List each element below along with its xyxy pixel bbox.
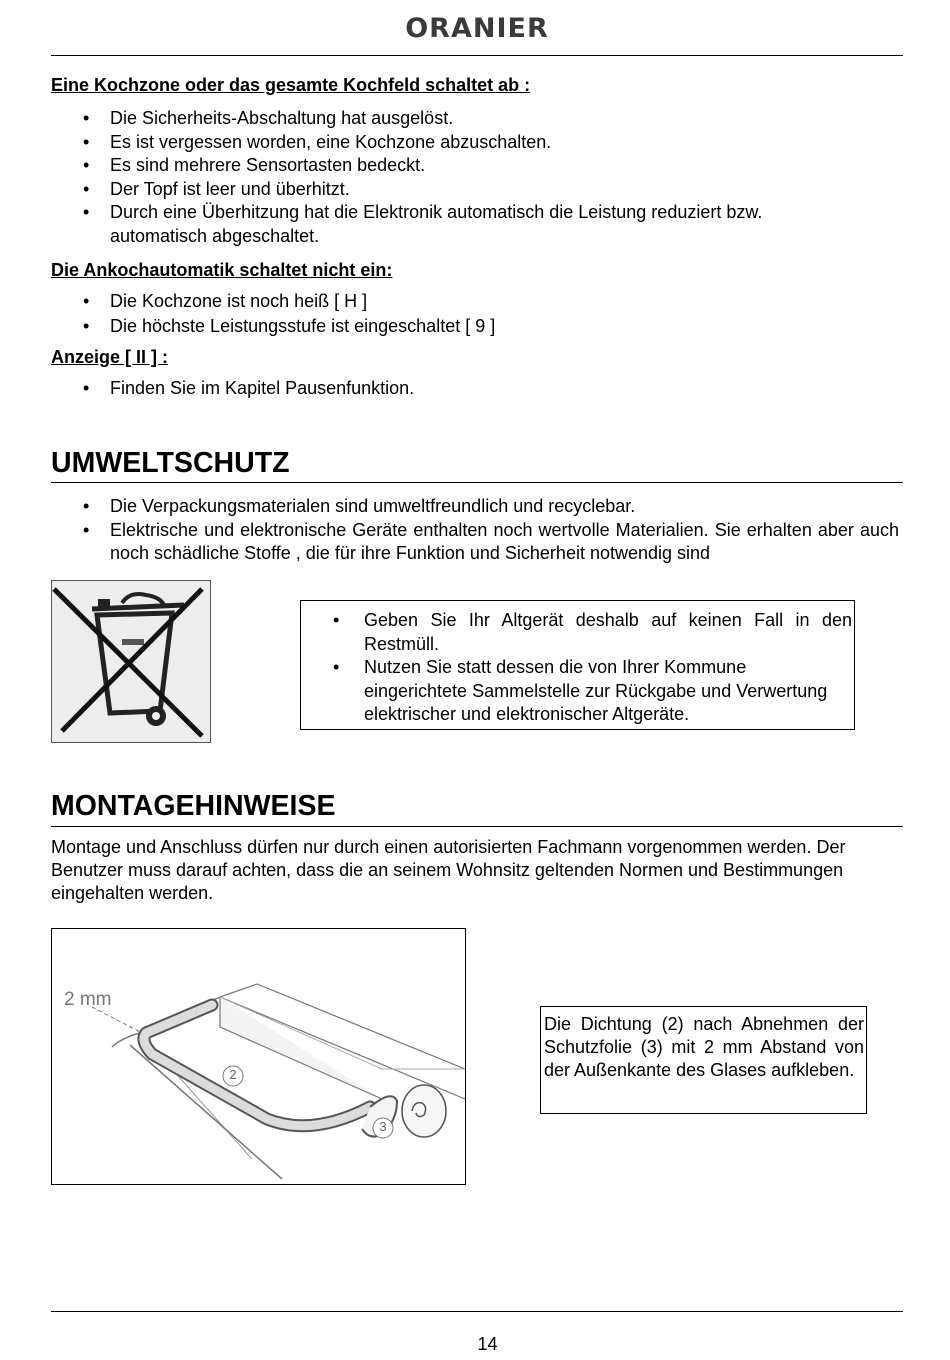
- list-item: • Es sind mehrere Sensortasten bedeckt.: [51, 154, 903, 178]
- environment-list: [51, 495, 899, 566]
- heading-rule: [51, 826, 903, 827]
- seal-label: 2: [229, 1067, 237, 1082]
- header-rule: [51, 55, 903, 56]
- list-item: • Der Topf ist leer und überhitzt.: [51, 178, 903, 202]
- montage-paragraph: Montage und Anschluss dürfen nur durch einen autorisierten Fachmann vorgenommen werden. Der Benutzer muss darauf achten, dass die an seinem Wohnsitz geltenden Normen und Bestimmungen eingehalten werden.: [51, 837, 846, 903]
- heading-montage: MONTAGEHINWEISE: [51, 790, 336, 822]
- heading-rule: [51, 482, 903, 483]
- section-title-shutdown: Eine Kochzone oder das gesamte Kochfeld schaltet ab :: [51, 75, 531, 95]
- list-item: • Nutzen Sie statt dessen die von Ihrer Kommune eingerichtete Sammelstelle zur Rückgabe und Verwertung elektrischer und elektronischer Altgeräte.: [301, 656, 854, 727]
- seal-installation-figure: [51, 928, 466, 1185]
- brand-logo: ORANIER: [405, 13, 549, 44]
- heading-umweltschutz: UMWELTSCHUTZ: [51, 447, 290, 479]
- list-item: • Es ist vergessen worden, eine Kochzone abzuschalten.: [51, 131, 903, 155]
- list-item: • Die Verpackungsmaterialen sind umweltfreundlich und recyclebar.: [51, 495, 899, 519]
- disposal-note-box: [300, 600, 855, 730]
- list-item: • Finden Sie im Kapitel Pausenfunktion.: [51, 377, 903, 401]
- footer-rule: [51, 1311, 903, 1312]
- seal-note-box: Die Dichtung (2) nach Abnehmen der Schutzfolie (3) mit 2 mm Abstand von der Außenkante des Glases aufkleben.: [540, 1006, 867, 1114]
- foil-label: 3: [379, 1119, 387, 1134]
- section-title-display: Anzeige [ II ] :: [51, 347, 168, 367]
- list-item: • Die höchste Leistungsstufe ist eingeschaltet [ 9 ]: [51, 314, 903, 339]
- page-number: 14: [477, 1334, 498, 1354]
- display-list: [51, 377, 903, 401]
- list-item: • Die Sicherheits-Abschaltung hat ausgelöst.: [51, 107, 903, 131]
- list-item: • Elektrische und elektronische Geräte enthalten noch wertvolle Materialien. Sie erhalten aber auch noch schädliche Stoffe , die für ihre Funktion und Sicherheit notwendig sind: [51, 519, 899, 566]
- gap-label: 2 mm: [64, 989, 112, 1010]
- weee-bin-icon: [51, 580, 211, 743]
- autoboil-list: [51, 289, 903, 339]
- list-item: • Durch eine Überhitzung hat die Elektronik automatisch die Leistung reduziert bzw. automatisch abgeschaltet.: [51, 201, 903, 248]
- list-item: • Geben Sie Ihr Altgerät deshalb auf keinen Fall in den Restmüll.: [301, 609, 854, 656]
- list-item: • Die Kochzone ist noch heiß [ H ]: [51, 289, 903, 314]
- section-title-autoboil: Die Ankochautomatik schaltet nicht ein:: [51, 260, 393, 280]
- shutdown-list: [51, 107, 903, 248]
